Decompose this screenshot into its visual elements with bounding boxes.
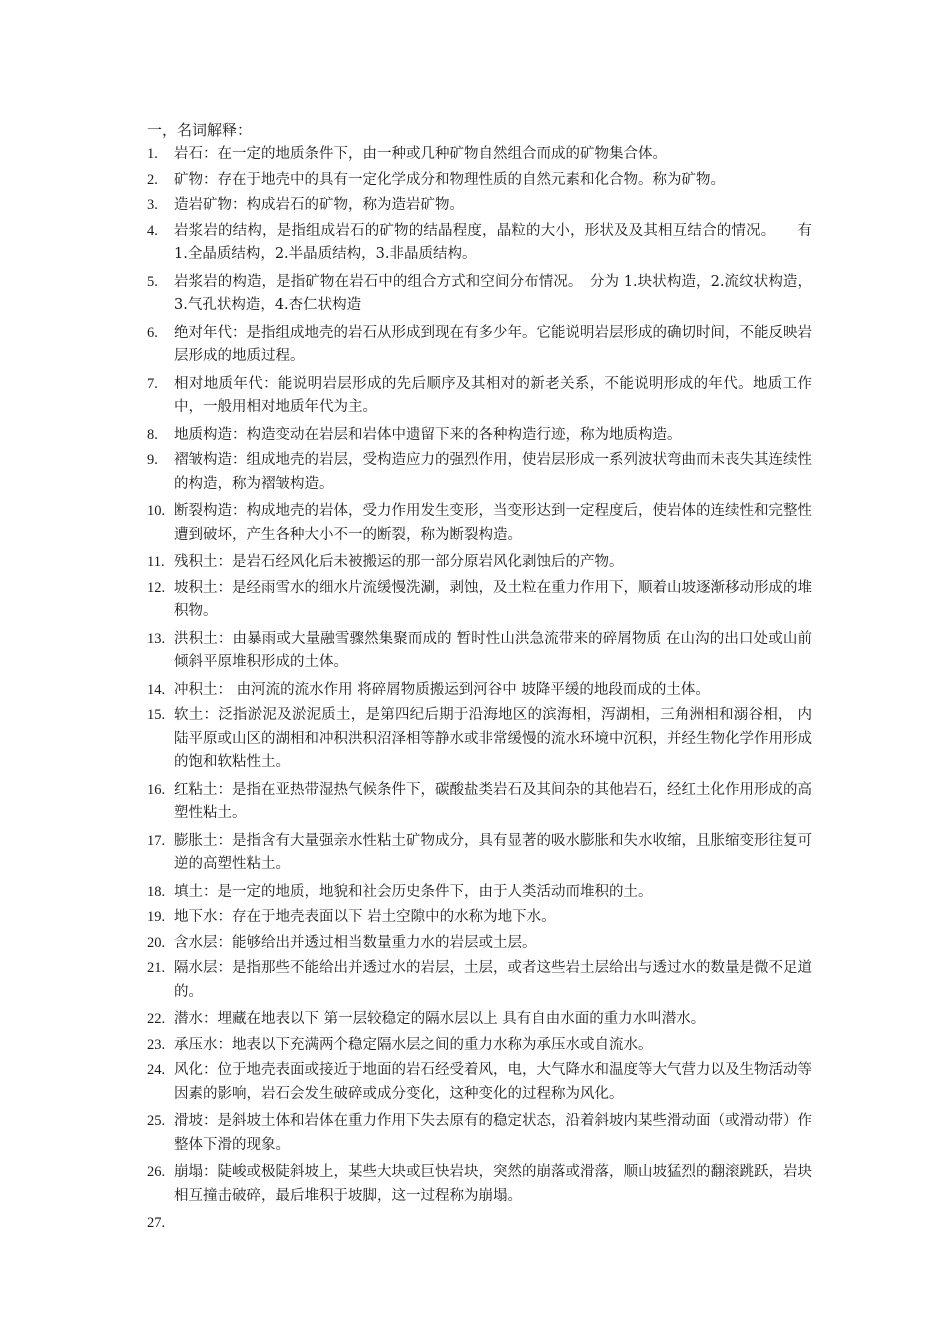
item-number: 11.	[147, 554, 165, 570]
section-heading: 一，名词解释：	[147, 121, 253, 139]
list-item	[147, 1110, 812, 1157]
list-item	[147, 271, 812, 318]
item-text: 岩浆岩的结构，是指组成岩石的矿物的结晶程度，晶粒的大小，形状及及其相互结合的情况。 有 1.全晶质结构，2.半晶质结构，3.非晶质结构。	[174, 222, 812, 262]
list-item	[147, 143, 812, 167]
item-number: 6.	[147, 324, 158, 341]
item-text: 地质构造：构造变动在岩层和岩体中遗留下来的各种构造行迹，称为地质构造。	[174, 426, 682, 443]
item-text: 绝对年代：是指组成地壳的岩石从形成到现在有多少年。它能说明岩层形成的确切时间，不能反映岩层形成的地质过程。	[174, 324, 812, 364]
item-number: 3.	[147, 197, 158, 213]
item-text: 岩浆岩的构造，是指矿物在岩石中的组合方式和空间分布情况。 分为 1.块状构造，2.流纹状构造，3.气孔状构造，4.杏仁状构造	[174, 273, 812, 313]
item-text: 填土：是一定的地质，地貌和社会历史条件下，由于人类活动而堆积的土。	[174, 883, 653, 900]
list-item	[147, 881, 812, 905]
item-text: 坡积土：是经雨雪水的细水片流缓慢洗涮，剥蚀，及土粒在重力作用下，顺着山坡逐渐移动形成的堆积物。	[174, 579, 812, 619]
item-text: 相对地质年代：能说明岩层形成的先后顺序及其相对的新老关系，不能说明形成的年代。地质工作中，一般用相对地质年代为主。	[174, 375, 812, 415]
list-item	[147, 194, 812, 218]
item-text: 崩塌：陡峻或极陡斜坡上，某些大块或巨快岩块，突然的崩落或滑落，顺山坡猛烈的翻滚跳跃，岩块相互撞击破碎，最后堆积于坡脚，这一过程称为崩塌。	[174, 1164, 812, 1204]
item-number: 8.	[147, 426, 158, 443]
item-text: 冲积土： 由河流的流水作用 将碎屑物质搬运到河谷中 坡降平缓的地段而成的土体。	[174, 681, 710, 698]
item-number: 9.	[147, 452, 158, 468]
item-text: 滑坡：是斜坡土体和岩体在重力作用下失去原有的稳定状态，沿着斜坡内某些滑动面（或滑动带）作整体下滑的现象。	[174, 1113, 812, 1153]
list-item	[147, 551, 812, 575]
item-number: 5.	[147, 273, 158, 290]
list-item	[147, 830, 812, 877]
item-number: 20.	[147, 934, 166, 951]
item-number: 21.	[147, 960, 166, 976]
term-list	[147, 143, 812, 1238]
item-text: 风化：位于地壳表面或接近于地面的岩石经受着风，电，大气降水和温度等大气营力以及生物活动等因素的影响，岩石会发生破碎或成分变化，这种变化的过程称为风化。	[174, 1062, 812, 1102]
item-number: 2.	[147, 171, 158, 188]
list-item	[147, 322, 812, 369]
item-text: 隔水层：是指那些不能给出并透过水的岩层，土层，或者这些岩土层给出与透过水的数量是微不足道的。	[174, 960, 812, 1000]
list-item	[147, 906, 812, 930]
item-text: 断裂构造：构成地壳的岩体，受力作用发生变形，当变形达到一定程度后，使岩体的连续性和完整性遭到破坏，产生各种大小不一的断裂，称为断裂构造。	[174, 503, 812, 543]
item-number: 4.	[147, 222, 158, 239]
list-item	[147, 779, 812, 826]
item-number: 27.	[147, 1215, 166, 1231]
item-number: 15.	[147, 707, 166, 723]
list-item	[147, 1059, 812, 1106]
list-item	[147, 704, 812, 775]
item-text: 矿物：存在于地壳中的具有一定化学成分和物理性质的自然元素和化合物。称为矿物。	[174, 171, 725, 188]
item-number: 24.	[147, 1062, 166, 1078]
item-text: 潜水：埋藏在地表以下 第一层较稳定的隔水层以上 具有自由水面的重力水叫潜水。	[174, 1011, 706, 1027]
list-item	[147, 1212, 812, 1236]
list-item	[147, 373, 812, 420]
list-item	[147, 424, 812, 448]
item-number: 1.	[147, 146, 158, 162]
list-item	[147, 169, 812, 193]
item-number: 14.	[147, 681, 166, 698]
list-item	[147, 220, 812, 267]
item-number: 25.	[147, 1113, 166, 1129]
item-text: 地下水：存在于地壳表面以下 岩土空隙中的水称为地下水。	[174, 909, 556, 925]
item-text	[174, 1212, 812, 1236]
item-text: 软土：泛指淤泥及淤泥质土，是第四纪后期于沿海地区的滨海相，泻湖相，三角洲相和溺谷相， 内陆平原或山区的湖相和冲积洪积沼泽相等静水或非常缓慢的流水环境中沉积，并经生物化学作用形成的饱和软粘性土。	[174, 707, 812, 770]
item-number: 12.	[147, 579, 166, 596]
item-text: 承压水：地表以下充满两个稳定隔水层之间的重力水称为承压水或自流水。	[174, 1036, 653, 1053]
item-text: 褶皱构造：组成地壳的岩层，受构造应力的强烈作用，使岩层形成一系列波状弯曲而未丧失其连续性的构造，称为褶皱构造。	[174, 452, 812, 492]
item-text: 造岩矿物：构成岩石的矿物，称为造岩矿物。	[174, 197, 464, 213]
item-number: 7.	[147, 375, 158, 392]
item-text: 残积土：是岩石经风化后未被搬运的那一部分原岩风化剥蚀后的产物。	[174, 554, 624, 570]
list-item	[147, 1161, 812, 1208]
list-item	[147, 932, 812, 956]
list-item	[147, 679, 812, 703]
item-number: 26.	[147, 1164, 166, 1180]
item-number: 16.	[147, 781, 166, 798]
item-number: 22.	[147, 1011, 166, 1027]
item-number: 19.	[147, 909, 166, 925]
item-text: 红粘土：是指在亚热带湿热气候条件下，碳酸盐类岩石及其间杂的其他岩石，经红土化作用形成的高塑性粘土。	[174, 781, 812, 821]
item-number: 10.	[147, 503, 166, 519]
item-text: 岩石：在一定的地质条件下，由一种或几种矿物自然组合而成的矿物集合体。	[174, 146, 667, 162]
list-item	[147, 628, 812, 675]
list-item	[147, 1034, 812, 1058]
item-number: 17.	[147, 832, 166, 849]
item-text: 洪积土：由暴雨或大量融雪骤然集聚而成的 暂时性山洪急流带来的碎屑物质 在山沟的出口处或山前倾斜平原堆积形成的土体。	[174, 630, 812, 670]
item-number: 18.	[147, 883, 166, 900]
list-item	[147, 957, 812, 1004]
item-number: 13.	[147, 630, 166, 647]
list-item	[147, 1008, 812, 1032]
list-item	[147, 449, 812, 496]
list-item	[147, 500, 812, 547]
item-text: 膨胀土：是指含有大量强亲水性粘土矿物成分，具有显著的吸水膨胀和失水收缩，且胀缩变形往复可逆的高塑性粘土。	[174, 832, 812, 872]
item-number: 23.	[147, 1036, 166, 1053]
list-item	[147, 577, 812, 624]
item-text: 含水层：能够给出并透过相当数量重力水的岩层或土层。	[174, 934, 537, 951]
